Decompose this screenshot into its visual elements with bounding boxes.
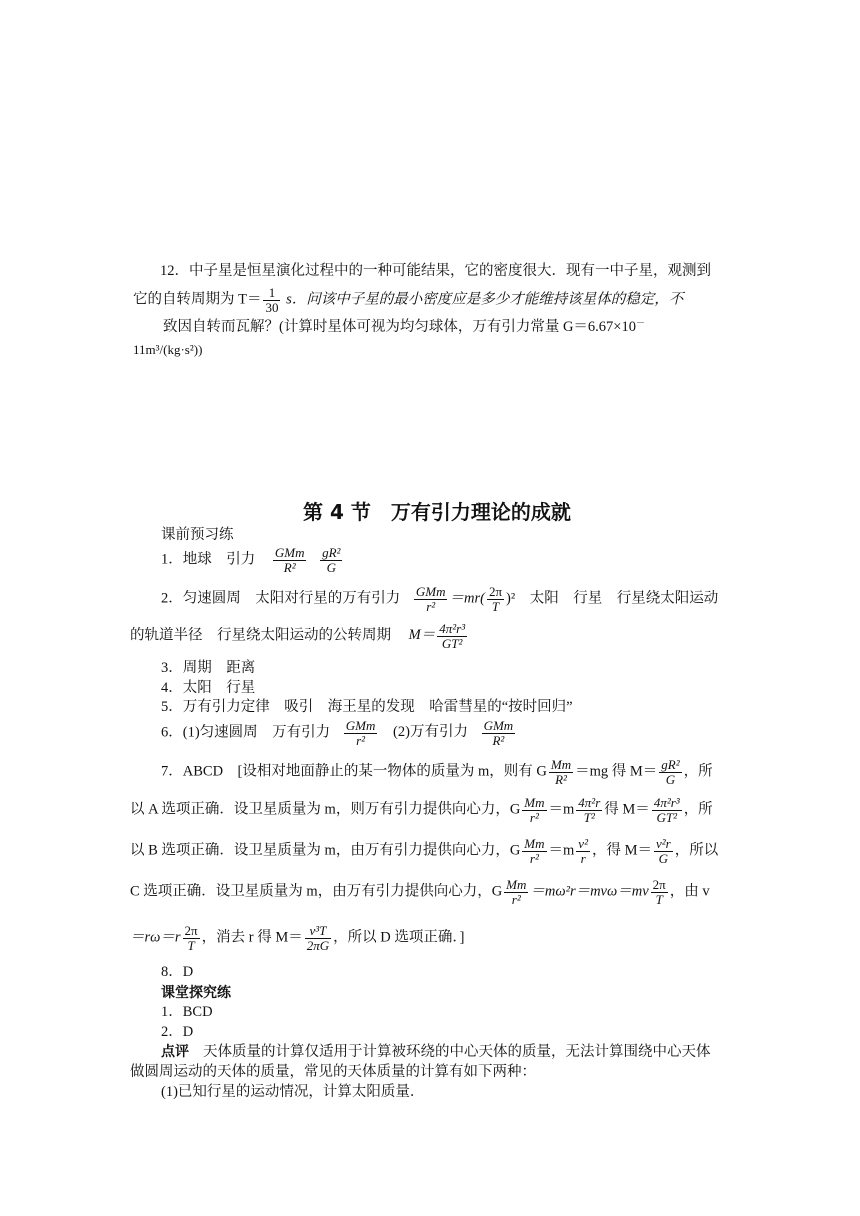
q12-line3: 致因自转而瓦解？(计算时星体可视为均匀球体，万有引力常量 G＝6.67×10－: [163, 318, 645, 335]
preview-answer-7-line4: C 选项正确．设卫星质量为 m，由万有引力提供向心力，G $\frac{Mm}{\text{r²}}$ ＝mω²r＝mvω＝mv $\frac{2\pi}{T}$ ，由 v: [130, 877, 710, 907]
preview-answer-7-line3: 以 B 选项正确．设卫星质量为 m，由万有引力提供向心力，G $\frac{Mm}{\text{r²}}$ ＝m $\frac{\text{v²}}{r}$ ，得 M＝ $\frac{\text{v²r}}{G}$ ，所以: [130, 836, 719, 866]
preview-answer-7-line2: 以 A 选项正确．设卫星质量为 m，则万有引力提供向心力，G $\frac{Mm}{\text{r²}}$ ＝m $\frac{\text{4π²r}}{\text{T²}}$ 得 M＝ $\frac{\text{4π²r³}}{\text{GT²}}$ ，所: [130, 795, 713, 825]
preview-answer-7-line1: 7．ABCD [设相对地面静止的某一物体的质量为 m，则有 G $\frac{Mm}{\text{R²}}$ ＝mg 得 M＝ $\frac{\text{gR²}}{G}$ ，所: [161, 757, 713, 787]
preview-answer-5: 5．万有引力定律 吸引 海王星的发现 哈雷彗星的“按时回归”: [161, 699, 573, 715]
classroom-comment-line2: 做圆周运动的天体的质量，常见的天体质量的计算有如下两种：: [130, 1064, 536, 1080]
preview-answer-7-line5: ＝rω＝r $\frac{2\pi}{T}$ ，消去 r 得 M＝ $\frac{\text{v³T}}{2\pi G}$ ，所以 D 选项正确．]: [130, 923, 465, 953]
preview-answer-8: 8．D: [161, 964, 194, 980]
preview-answer-4: 4．太阳 行星: [161, 680, 256, 696]
classroom-comment-line3: (1)已知行星的运动情况，计算太阳质量．: [161, 1084, 425, 1100]
classroom-heading: 课堂探究练: [161, 985, 231, 1001]
q12-line2: 它的自转周期为 T＝ $\frac{1}{30}$ s．问该中子星的最小密度应是多少才能维持该星体的稳定，不: [133, 285, 684, 315]
preview-answer-2: 2．匀速圆周 太阳对行星的万有引力 $\frac{\text{GMm}}{\text{r²}}$ ＝mr( $\frac{2\pi}{T}$ )² 太阳 行星 行星绕太阳运动: [161, 584, 719, 614]
preview-answer-1: 1．地球 引力 $\frac{\text{GMm}}{\text{R²}}$ $\frac{\text{gR²}}{G}$: [161, 545, 341, 575]
section-title: 第 4 节 万有引力理论的成就: [303, 500, 571, 524]
preview-answer-3: 3．周期 距离: [161, 660, 256, 676]
preview-answer-6: 6．(1)匀速圆周 万有引力 $\frac{\text{GMm}}{\text{r²}}$ (2)万有引力 $\frac{\text{GMm}}{\text{R²}}$: [161, 718, 514, 748]
preview-heading: 课前预习练: [161, 527, 234, 543]
q12-line1: 12．中子星是恒星演化过程中的一种可能结果，它的密度很大．现有一中子星，观测到: [160, 263, 711, 279]
q12-line4: 11m³/(kg·s²)): [133, 342, 203, 357]
classroom-answer-1: 1．BCD: [161, 1004, 213, 1020]
classroom-comment-line1: 点评 天体质量的计算仅适用于计算被环绕的中心天体的质量，无法计算围绕中心天体: [161, 1044, 711, 1060]
classroom-answer-2: 2．D: [161, 1024, 194, 1040]
preview-answer-2-cont: 的轨道半径 行星绕太阳运动的公转周期 M＝ $\frac{\text{4π²r³}}{\text{GT²}}$: [130, 621, 466, 651]
